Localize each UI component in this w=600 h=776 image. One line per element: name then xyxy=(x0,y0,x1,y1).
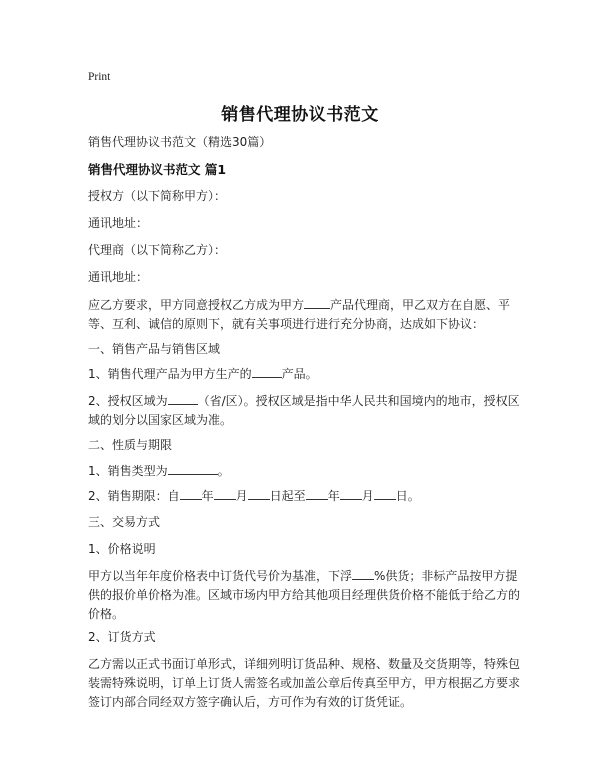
section-2-item-2 xyxy=(88,487,520,506)
intro-part2: 产品代理商，甲乙双方在自愿、平等、互利、诚信的原则下，就有关事项进行进行充分协商，达成如下协议： xyxy=(88,298,511,331)
document-title: 销售代理协议书范文 xyxy=(221,105,379,125)
blank-underline xyxy=(340,487,362,500)
s2-item2-day1: 日起至 xyxy=(269,489,306,503)
section-1-title: 一、销售产品与销售区域 xyxy=(88,342,221,356)
section-heading: 销售代理协议书范文 篇1 xyxy=(88,162,227,177)
blank-underline xyxy=(180,487,202,500)
party-b-line: 代理商（以下简称乙方）： xyxy=(88,243,227,257)
section-3-item-1-title: 1、价格说明 xyxy=(88,542,156,556)
section-2-title: 二、性质与期限 xyxy=(88,438,173,452)
blank-underline xyxy=(304,296,330,309)
s2-item2-month1: 月 xyxy=(235,489,248,503)
blank-underline xyxy=(168,462,218,475)
s2-item2-part1: 2、销售期限：自 xyxy=(88,489,180,503)
address-b-line: 通讯地址： xyxy=(88,270,149,284)
blank-underline xyxy=(252,365,282,378)
blank-underline xyxy=(306,487,328,500)
s1-item2-part2: （省/区）。授权区域是指中华人民共和国境内的地市，授权区域的划分以国家区域为准。 xyxy=(88,394,520,427)
s2-item2-day2: 日。 xyxy=(395,489,420,503)
section-3-item-1-body xyxy=(88,567,520,624)
blank-underline xyxy=(352,567,374,580)
print-label: Print xyxy=(88,71,111,83)
s2-item1-part1: 1、销售类型为 xyxy=(88,464,168,478)
s3-item1-part2: %供货；非标产品按甲方提供的报价单价格为准。区域市场内甲方给其他项目经理供货价格不能低于给乙方的价格。 xyxy=(88,569,521,621)
address-a-line: 通讯地址： xyxy=(88,216,149,230)
s2-item2-month2: 月 xyxy=(361,489,374,503)
section-1-item-1 xyxy=(88,365,520,384)
section-3-item-2-body: 乙方需以正式书面订单形式，详细列明订货品种、规格、数量及交货期等，特殊包装需特殊说明，订单上订货人需签名或加盖公章后传真至甲方，甲方根据乙方要求签订内部合同经双方签字确认后，方可作为有效的订货凭证。 xyxy=(88,657,521,709)
party-a-line: 授权方（以下简称甲方）： xyxy=(88,189,227,203)
s2-item2-year2: 年 xyxy=(327,489,340,503)
section-3-title: 三、交易方式 xyxy=(88,515,161,529)
intro-part1: 应乙方要求，甲方同意授权乙方成为甲方 xyxy=(88,298,305,312)
document-subtitle: 销售代理协议书范文（精选30篇） xyxy=(88,135,272,149)
section-3-item-2-title: 2、订货方式 xyxy=(88,630,156,644)
s1-item2-part1: 2、授权区域为 xyxy=(88,394,168,408)
intro-paragraph xyxy=(88,296,520,334)
blank-underline xyxy=(248,487,270,500)
s1-item1-part2: 产品。 xyxy=(281,367,318,381)
blank-underline xyxy=(168,392,198,405)
blank-underline xyxy=(214,487,236,500)
s1-item1-part1: 1、销售代理产品为甲方生产的 xyxy=(88,367,252,381)
s3-item1-part1: 甲方以当年年度价格表中订货代号价为基准，下浮 xyxy=(88,569,353,583)
section-1-item-2 xyxy=(88,392,520,430)
section-2-item-1 xyxy=(88,462,520,481)
blank-underline xyxy=(374,487,396,500)
s2-item1-part2: 。 xyxy=(217,464,230,478)
s2-item2-year1: 年 xyxy=(201,489,214,503)
